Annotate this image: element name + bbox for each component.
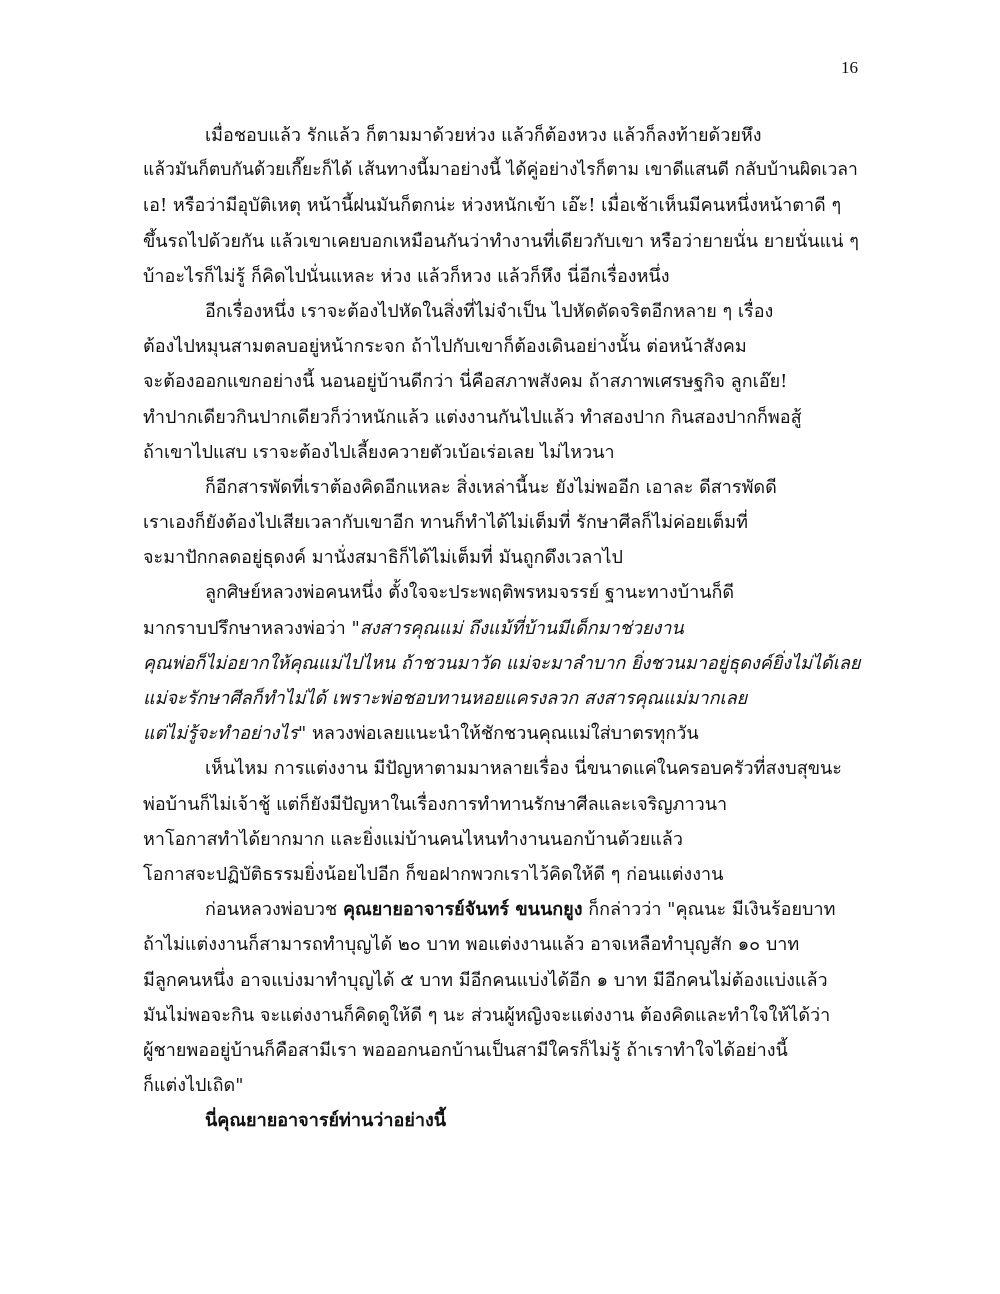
text-span: ก่อนหลวงพ่อบวช — [205, 899, 343, 921]
text-span: หลวงพ่อเลยแนะนำให้ชักชวนคุณแม่ใส่บาตรทุกวัน — [306, 723, 699, 745]
text-line: บ้าอะไรก็ไม่รู้ ก็คิดไปนั่นแหละ ห่วง แล้วก็หวง แล้วก็หึง นี่อีกเรื่องหนึ่ง — [143, 265, 670, 287]
text-line: ถ้าเขาไปแสบ เราจะต้องไปเลี้ยงควายตัวเบ้อเร่อเลย ไม่ไหวนา — [143, 441, 615, 463]
text-line: จะมาปักกลดอยู่ธุดงค์ มานั่งสมาธิก็ได้ไม่เต็มที่ มันถูกดึงเวลาไป — [143, 547, 623, 569]
text-span: ก็กล่าวว่า "คุณนะ มีเงินร้อยบาท — [582, 899, 836, 921]
text-line: เราเองก็ยังต้องไปเสียเวลากับเขาอีก ทานก็ทำได้ไม่เต็มที่ รักษาศีลก็ไม่ค่อยเต็มที่ — [143, 512, 748, 534]
text-line: ก็แต่งไปเถิด" — [143, 1075, 244, 1097]
text-line: ทำปากเดียวกินปากเดียวก็ว่าหนักแล้ว แต่งงานกันไปแล้ว ทำสองปาก กินสองปากก็พอสู้ — [143, 406, 802, 428]
speaker-name: คุณยายอาจารย์จันทร์ ขนนกยูง — [342, 899, 583, 921]
text-line: เอ! หรือว่ามีอุบัติเหตุ หน้านี้ฝนมันก็ตกน่ะ ห่วงหนักเข้า เอ๊ะ! เมื่อเช้าเห็นมีคนหนึ่งหน้าตาดี ๆ — [143, 195, 842, 217]
text-line: ต้องไปหมุนสามตลบอยู่หน้ากระจก ถ้าไปกับเขาก็ต้องเดินอย่างนั้น ต่อหน้าสังคม — [143, 336, 747, 358]
text-line: พ่อบ้านก็ไม่เจ้าชู้ แต่ก็ยังมีปัญหาในเรื่องการทำทานรักษาศีลและเจริญภาวนา — [143, 793, 728, 815]
text-line: หาโอกาสทำได้ยากมาก และยิ่งแม่บ้านคนไหนทำงานนอกบ้านด้วยแล้ว — [143, 828, 683, 850]
text-line: มันไม่พอจะกิน จะแต่งงานก็คิดดูให้ดี ๆ นะ ส่วนผู้หญิงจะแต่งงาน ต้องคิดและทำใจให้ได้ว่า — [143, 1004, 831, 1026]
text-line: แล้วมันก็ตบกันด้วยเกี๊ยะก็ได้ เส้นทางนี้มาอย่างนี้ ได้คู่อย่างไรก็ตาม เขาดีแสนดี กลับบ้านผิดเวลา — [143, 160, 858, 181]
text-line — [143, 611, 863, 646]
text-line: ผู้ชายพออยู่บ้านก็คือสามีเรา พอออกนอกบ้านเป็นสามีใครก็ไม่รู้ ถ้าเราทำใจได้อย่างนี้ — [143, 1039, 788, 1061]
text-line: มีลูกคนหนึ่ง อาจแบ่งมาทำบุญได้ ๕ บาท มีอีกคนแบ่งได้อีก ๑ บาท มีอีกคนไม่ต้องแบ่งแล้ว — [143, 969, 828, 991]
text-line: จะต้องออกแขกอย่างนี้ นอนอยู่บ้านดีกว่า นี่คือสภาพสังคม ถ้าสภาพเศรษฐกิจ ลูกเอ๊ย! — [143, 371, 788, 393]
text-line: อีกเรื่องหนึ่ง เราจะต้องไปหัดในสิ่งที่ไม่จำเป็น ไปหัดดัดจริตอีกหลาย ๆ เรื่อง — [205, 300, 774, 322]
quote-line: แม่จะรักษาศีลก็ทำไม่ได้ เพราะพ่อชอบทานหอยแครงลวก สงสารคุณแม่มากเลย — [143, 688, 748, 709]
text-line: เมื่อชอบแล้ว รักแล้ว ก็ตามมาด้วยห่วง แล้วก็ต้องหวง แล้วก็ลงท้ายด้วยหึง — [205, 125, 762, 146]
page-number: 16 — [841, 58, 858, 77]
text-line: เห็นไหม การแต่งงาน มีปัญหาตามมาหลายเรื่อง นี่ขนาดแค่ในครอบครัวที่สงบสุขนะ — [205, 758, 842, 780]
text-line: โอกาสจะปฏิบัติธรรมยิ่งน้อยไปอีก ก็ขอฝากพวกเราไว้คิดให้ดี ๆ ก่อนแต่งงาน — [143, 863, 724, 885]
closing-line: นี่คุณยายอาจารย์ท่านว่าอย่างนี้ — [205, 1110, 447, 1132]
quote-line: คุณพ่อก็ไม่อยากให้คุณแม่ไปไหน ถ้าชวนมาวัด แม่จะมาลำบาก ยิ่งชวนมาอยู่ธุดงค์ยิ่งไม่ได้เลย — [143, 652, 861, 674]
text-line: ก็อีกสารพัดที่เราต้องคิดอีกแหละ สิ่งเหล่านี้นะ ยังไม่พออีก เอาละ ดีสารพัดดี — [205, 476, 777, 498]
text-line: ถ้าไม่แต่งงานก็สามารถทำบุญได้ ๒๐ บาท พอแต่งงานแล้ว อาจเหลือทำบุญสัก ๑๐ บาท — [143, 934, 800, 956]
text-line: ขึ้นรถไปด้วยกัน แล้วเขาเคยบอกเหมือนกันว่าทำงานที่เดียวกับเขา หรือว่ายายนั่น ยายนั่นแน่ ๆ — [143, 230, 859, 252]
text-span: มากราบปรึกษาหลวงพ่อว่า — [143, 617, 352, 639]
quote-span: "สงสารคุณแม่ ถึงแม้ที่บ้านมีเด็กมาช่วยงาน — [351, 617, 684, 639]
quote-span: แต่ไม่รู้จะทำอย่างไร" — [143, 723, 307, 745]
body-text — [143, 118, 863, 1138]
text-line: ลูกศิษย์หลวงพ่อคนหนึ่ง ตั้งใจจะประพฤติพรหมจรรย์ ฐานะทางบ้านก็ดี — [205, 582, 735, 604]
text-line — [143, 892, 863, 927]
text-line — [143, 716, 863, 751]
